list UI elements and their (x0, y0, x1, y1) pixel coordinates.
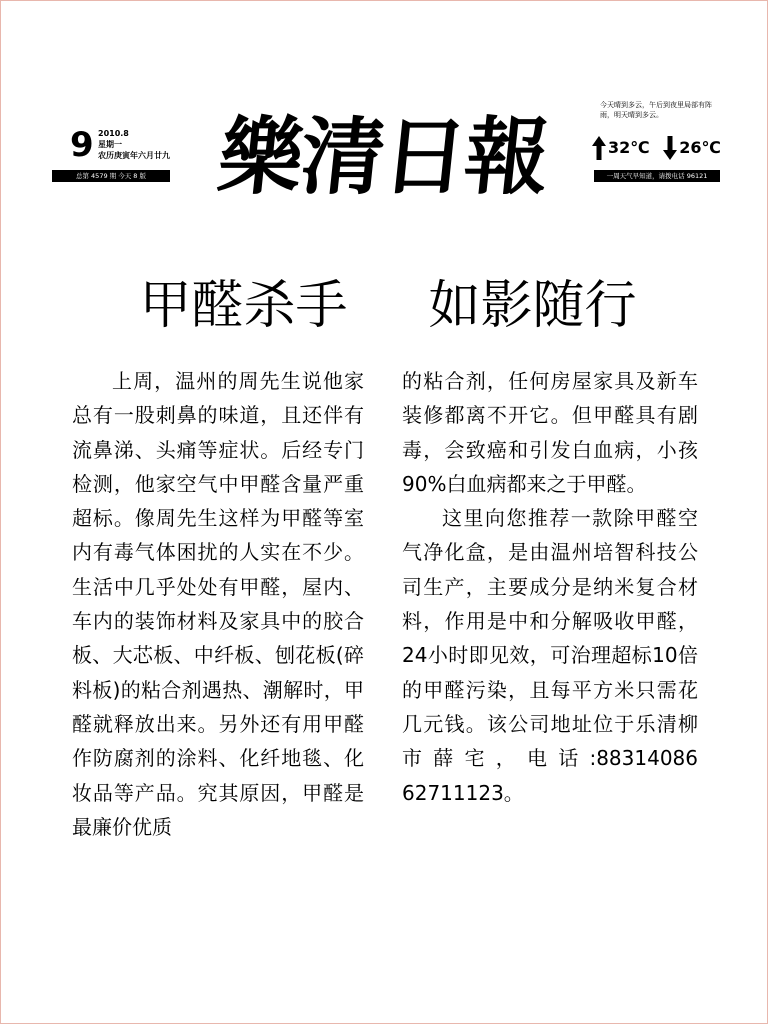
paper-name-logo: 樂清日報 (213, 107, 553, 206)
weekday: 星期一 (98, 140, 122, 149)
headline-part-1: 甲醛杀手 (139, 276, 348, 336)
high-temp: 32℃ (608, 138, 650, 157)
temperature-row (592, 132, 722, 164)
date-line: 2010.8 (98, 129, 129, 138)
headline (88, 268, 688, 344)
low-temp: 26℃ (679, 138, 721, 157)
high-temp-item (592, 132, 650, 164)
lunar-date: 农历庚寅年六月廿九 (98, 151, 170, 160)
low-temp-item (663, 132, 721, 164)
date-block (52, 126, 170, 186)
article-paragraph: 的粘合剂，任何房屋家具及新车装修都离不开它。但甲醛具有剧毒，会致癌和引发白血病，小孩90%白血病都来之于甲醛。 (402, 369, 698, 496)
day-number: 9 (70, 125, 94, 165)
weather-forecast: 今天晴到多云，午后到夜里局部有阵雨，明天晴到多云。 (600, 101, 712, 119)
headline-part-2: 如影随行 (428, 276, 637, 336)
issue-info: 总第 4579 期 今天 8 版 (52, 170, 170, 182)
article-paragraph: 上周，温州的周先生说他家总有一股刺鼻的味道，且还伴有流鼻涕、头痛等症状。后经专门检测，他家空气中甲醛含量严重超标。像周先生这样为甲醛等室内有毒气体困扰的人实在不少。生活中几乎处处有甲醛，屋内、车内的装饰材料及家具中的胶合板、大芯板、中纤板、刨花板(碎料板)的粘合剂遇热、潮解时，甲醛就释放出来。另外还有用甲醛作防腐剂的涂料、化纤地毯、化妆品等产品。究其原因，甲醛是最廉价优质 (72, 369, 364, 839)
arrow-down-icon (663, 136, 677, 160)
weather-hotline: 一周天气早知道，请拨电话 96121 (594, 170, 720, 182)
article-left-column (72, 364, 364, 844)
article-right-column (402, 364, 698, 810)
weather-block (592, 100, 722, 190)
arrow-up-icon (592, 136, 606, 160)
article-paragraph: 这里向您推荐一款除甲醛空气净化盒，是由温州培智科技公司生产，主要成分是纳米复合材料，作用是中和分解吸收甲醛，24小时即见效，可治理超标10倍的甲醛污染，且每平方米只需花几元钱。该公司地址位于乐清柳市薛宅，电话:88314086 62711123。 (402, 506, 698, 805)
date-lines (98, 128, 170, 161)
